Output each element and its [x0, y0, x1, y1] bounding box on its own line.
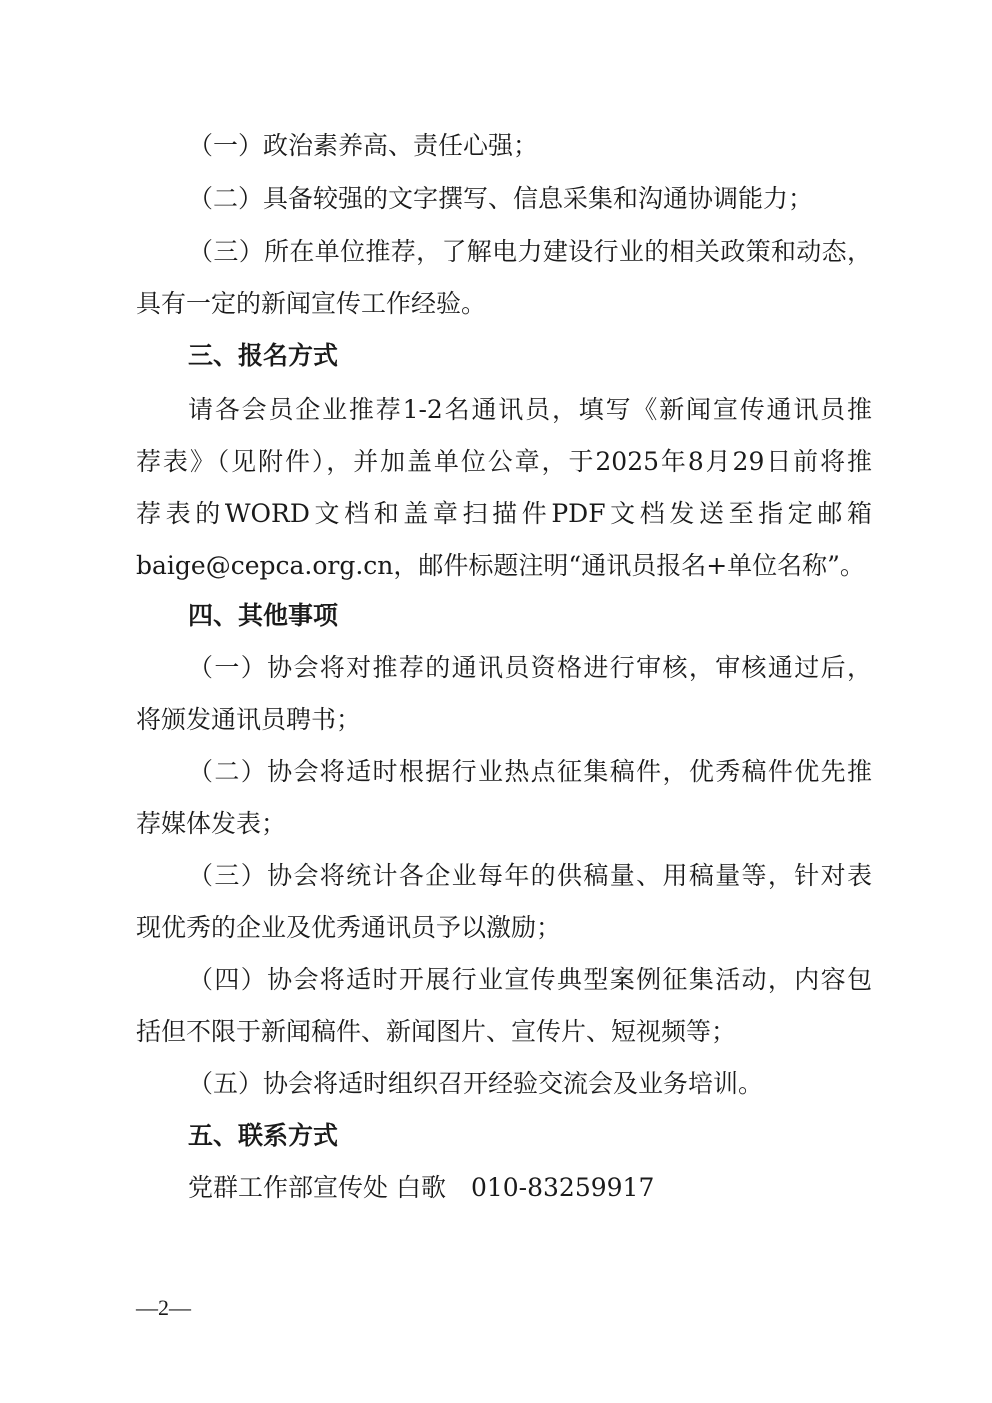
contact-info: 党群工作部宣传处 白歌 010-83259917: [188, 1173, 655, 1202]
requirement-1: （一）政治素养高、责任心强；: [188, 131, 539, 160]
requirement-3-line-1: （三）所在单位推荐，了解电力建设行业的相关政策和动态，: [188, 237, 872, 266]
matter-5: （五）协会将适时组织召开经验交流会及业务培训。: [188, 1069, 764, 1098]
matter-4-line-1: （四）协会将适时开展行业宣传典型案例征集活动，内容包: [188, 965, 872, 994]
section-heading-registration: 三、报名方式: [188, 341, 339, 370]
matter-3-line-1: （三）协会将统计各企业每年的供稿量、用稿量等，针对表: [188, 861, 872, 890]
registration-text-line-2: 荐表》（见附件），并加盖单位公章，于2025年8月29日前将推: [136, 447, 872, 476]
matter-1-line-2: 将颁发通讯员聘书；: [136, 705, 362, 734]
matter-2-line-1: （二）协会将适时根据行业热点征集稿件，优秀稿件优先推: [188, 757, 872, 786]
matter-4-line-2: 括但不限于新闻稿件、新闻图片、宣传片、短视频等；: [136, 1017, 737, 1046]
section-heading-contact: 五、联系方式: [188, 1121, 339, 1150]
matter-3-line-2: 现优秀的企业及优秀通讯员予以激励；: [136, 913, 562, 942]
registration-text-line-1: 请各会员企业推荐1-2名通讯员，填写《新闻宣传通讯员推: [188, 395, 872, 424]
requirement-3-line-2: 具有一定的新闻宣传工作经验。: [136, 289, 487, 318]
section-heading-other-matters: 四、其他事项: [188, 601, 339, 630]
page-number: —2—: [136, 1295, 191, 1320]
matter-1-line-1: （一）协会将对推荐的通讯员资格进行审核，审核通过后，: [188, 653, 872, 682]
registration-text-line-3: 荐表的WORD文档和盖章扫描件PDF文档发送至指定邮箱: [136, 499, 872, 528]
matter-2-line-2: 荐媒体发表；: [136, 809, 287, 838]
requirement-2: （二）具备较强的文字撰写、信息采集和沟通协调能力；: [188, 184, 814, 213]
registration-text-line-4: baige@cepca.org.cn，邮件标题注明“通讯员报名+单位名称”。: [136, 551, 865, 580]
